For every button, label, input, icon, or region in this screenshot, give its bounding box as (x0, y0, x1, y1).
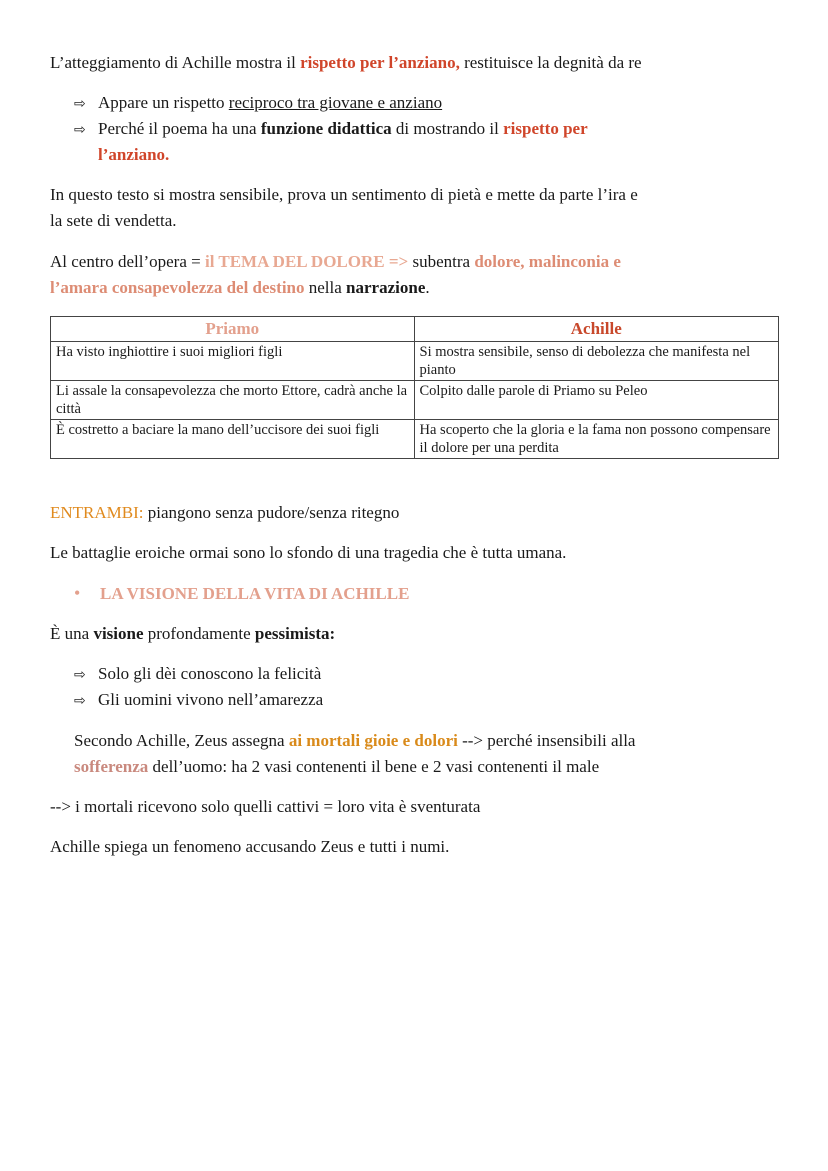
table-row (51, 420, 779, 459)
arrow-item-gods-happiness: ⇨ Solo gli dèi conoscono la felicità (74, 661, 321, 688)
arrow-icon: ⇨ (74, 122, 86, 138)
zeus-line1: Secondo Achille, Zeus assegna ai mortali gioie e dolori --> perché insensibili alla (74, 731, 636, 750)
table-cell: Ha visto inghiottire i suoi migliori figli (51, 342, 415, 381)
sensitivity-paragraph-line2: la sete di vendetta. (50, 211, 177, 230)
arrow-item-men-bitterness: ⇨ Gli uomini vivono nell’amarezza (74, 687, 323, 714)
comparison-table (50, 316, 779, 459)
table-header-achille: Achille (414, 317, 778, 342)
arrow-item-didactic-function: ⇨ Perché il poema ha una funzione didattica di mostrando il rispetto per (74, 116, 588, 143)
table-row (51, 381, 779, 420)
arrow-icon: ⇨ (74, 667, 86, 683)
arrow-icon: ⇨ (74, 693, 86, 709)
bullet-icon: • (74, 583, 81, 603)
mortals-line: --> i mortali ricevono solo quelli cattivi = loro vita è sventurata (50, 797, 481, 816)
table-cell: Si mostra sensibile, senso di debolezza che manifesta nel pianto (414, 342, 778, 381)
closing-line: Achille spiega un fenomeno accusando Zeus e tutti i numi. (50, 837, 450, 856)
table-cell: Ha scoperto che la gloria e la fama non possono compensare il dolore per una perdita (414, 420, 778, 459)
sensitivity-paragraph-line1: In questo testo si mostra sensibile, prova un sentimento di pietà e mette da parte l’ira e (50, 185, 638, 204)
pain-theme-line2: l’amara consapevolezza del destino nella narrazione. (50, 278, 430, 297)
section-heading-vision: • LA VISIONE DELLA VITA DI ACHILLE (74, 580, 409, 607)
arrow-item-continuation: l’anziano. (98, 145, 170, 164)
both-line: ENTRAMBI: piangono senza pudore/senza ritegno (50, 503, 400, 522)
table-row (51, 342, 779, 381)
arrow-item-reciprocal-respect: ⇨ Appare un rispetto reciproco tra giovane e anziano (74, 90, 442, 117)
arrow-icon: ⇨ (74, 96, 86, 112)
battles-line: Le battaglie eroiche ormai sono lo sfondo di una tragedia che è tutta umana. (50, 543, 567, 562)
vision-line: È una visione profondamente pessimista: (50, 624, 336, 643)
table-cell: Colpito dalle parole di Priamo su Peleo (414, 381, 778, 420)
zeus-line2: sofferenza dell’uomo: ha 2 vasi contenenti il bene e 2 vasi contenenti il male (74, 757, 600, 776)
table-header-priamo: Priamo (51, 317, 415, 342)
intro-line: L’atteggiamento di Achille mostra il rispetto per l’anziano, restituisce la degnità da re (50, 53, 642, 72)
table-header-row (51, 317, 779, 342)
pain-theme-line1: Al centro dell’opera = il TEMA DEL DOLORE => subentra dolore, malinconia e (50, 252, 621, 271)
table-cell: Li assale la consapevolezza che morto Ettore, cadrà anche la città (51, 381, 415, 420)
table-cell: È costretto a baciare la mano dell’uccisore dei suoi figli (51, 420, 415, 459)
